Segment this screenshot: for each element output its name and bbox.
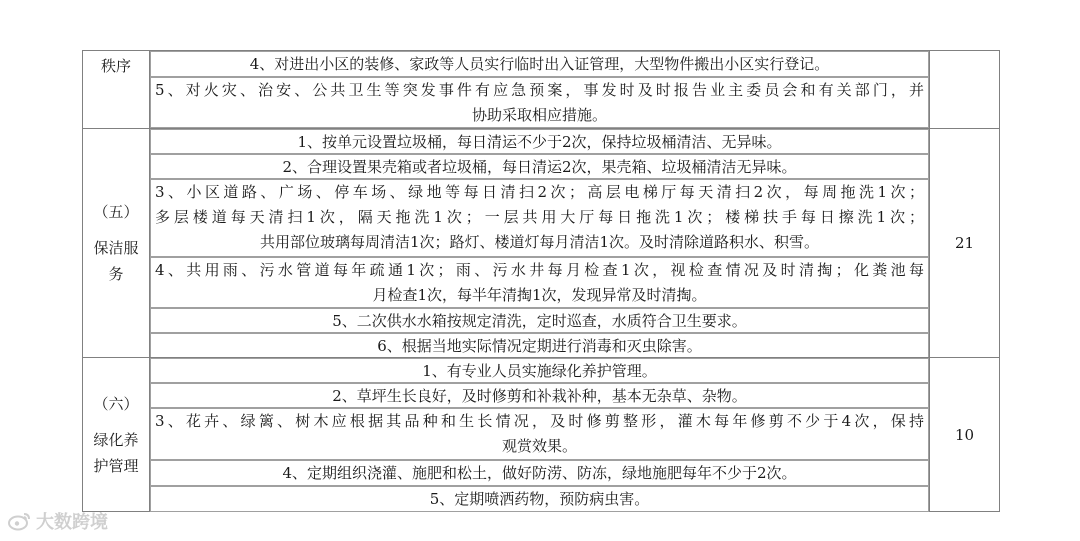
list-item xyxy=(150,408,929,460)
list-item xyxy=(150,179,929,257)
item-text: 观赏效果。 xyxy=(501,437,577,455)
weibo-icon xyxy=(8,511,32,531)
item-text: 协助采取相应措施。 xyxy=(471,106,607,124)
category-label: 护管理 xyxy=(93,456,139,475)
watermark xyxy=(8,508,108,534)
category-label: 绿化养 xyxy=(93,430,139,449)
section-order xyxy=(83,51,999,128)
list-item xyxy=(150,460,929,486)
category-cell xyxy=(83,358,150,511)
category-label: 保洁服 xyxy=(93,239,139,257)
category-label: 务 xyxy=(108,265,124,283)
score-value: 21 xyxy=(954,234,975,252)
list-item xyxy=(150,51,929,77)
item-text: 2、草坪生长良好，及时修剪和补栽补种，基本无杂草、杂物。 xyxy=(332,387,747,405)
item-text: 1、有专业人员实施绿化养护管理。 xyxy=(422,362,657,380)
score-cell xyxy=(929,129,999,357)
list-item xyxy=(150,333,929,358)
list-item xyxy=(150,77,929,128)
category-cell xyxy=(83,129,150,357)
item-text: 4、定期组织浇灌、施肥和松土，做好防涝、防冻，绿地施肥每年不少于2次。 xyxy=(282,464,797,482)
item-text: 2、合理设置果壳箱或者垃圾桶，每日清运2次，果壳箱、垃圾桶清洁无异味。 xyxy=(282,158,797,176)
section-greening xyxy=(83,357,999,511)
item-text: 3、小区道路、广场、停车场、绿地等每日清扫2次；高层电梯厅每天清扫2次，每周拖洗1次； xyxy=(155,183,924,201)
list-item xyxy=(150,129,929,154)
category-cell xyxy=(83,51,150,128)
item-text: 多层楼道每天清扫1次，隔天拖洗1次；一层共用大厅每日拖洗1次；楼梯扶手每日擦洗1次； xyxy=(155,208,924,226)
score-cell xyxy=(929,358,999,511)
item-text: 共用部位玻璃每周清洁1次；路灯、楼道灯每月清洁1次。及时清除道路积水、积雪。 xyxy=(259,233,820,251)
item-text: 3、花卉、绿篱、树木应根据其品种和生长情况，及时修剪整形，灌木每年修剪不少于4次，保持 xyxy=(155,412,924,430)
item-text: 6、根据当地实际情况定期进行消毒和灭虫除害。 xyxy=(377,337,702,355)
score-value: 10 xyxy=(954,425,975,444)
category-label: 秩序 xyxy=(100,57,131,75)
item-text: 4、对进出小区的装修、家政等人员实行临时出入证管理，大型物件搬出小区实行登记。 xyxy=(249,55,830,73)
standards-table xyxy=(82,50,1000,512)
list-item xyxy=(150,257,929,308)
list-item xyxy=(150,383,929,408)
section-cleaning xyxy=(83,128,999,357)
item-text: 4、共用雨、污水管道每年疏通1次；雨、污水井每月检查1次，视检查情况及时清掏；化粪池每 xyxy=(155,261,924,279)
watermark-text: 大数跨境 xyxy=(36,512,108,533)
item-text: 月检查1次，每半年清掏1次，发现异常及时清掏。 xyxy=(372,286,707,304)
category-label: （六） xyxy=(93,394,139,413)
list-item xyxy=(150,308,929,333)
list-item xyxy=(150,486,929,512)
item-list xyxy=(150,129,929,357)
list-item xyxy=(150,358,929,383)
item-text: 5、二次供水水箱按规定清洗，定时巡查，水质符合卫生要求。 xyxy=(332,312,747,330)
score-cell xyxy=(929,51,999,128)
item-list xyxy=(150,358,929,511)
item-text: 5、对火灾、治安、公共卫生等突发事件有应急预案，事发时及时报告业主委员会和有关部门，并 xyxy=(155,81,924,99)
item-text: 1、按单元设置垃圾桶，每日清运不少于2次，保持垃圾桶清洁、无异味。 xyxy=(297,133,782,151)
category-label: （五） xyxy=(93,203,139,221)
item-text: 5、定期喷洒药物，预防病虫害。 xyxy=(429,490,650,508)
item-list xyxy=(150,51,929,128)
list-item xyxy=(150,154,929,179)
